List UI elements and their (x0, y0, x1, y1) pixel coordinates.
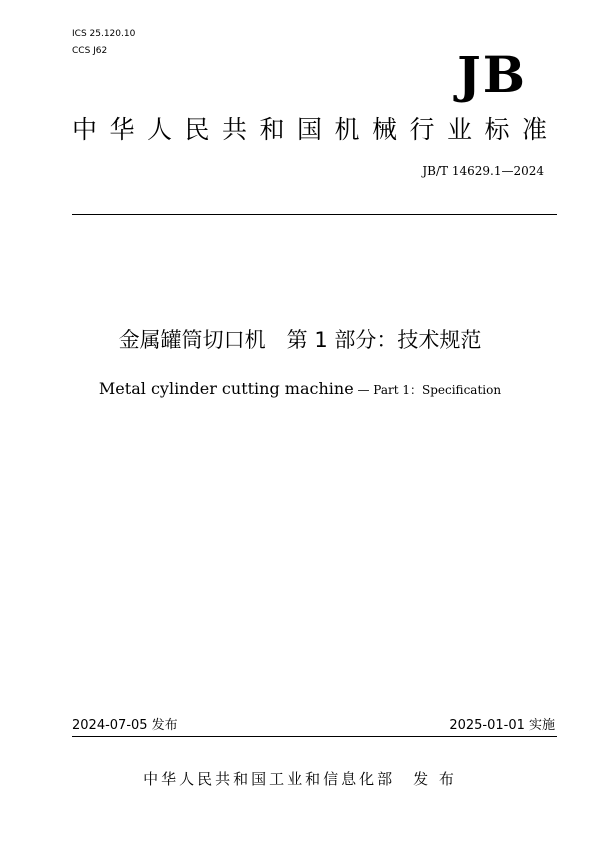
ccs-code: CCS J62 (72, 46, 108, 56)
bottom-divider (72, 736, 557, 737)
top-divider (72, 214, 557, 215)
english-title-part: — Part 1：Specification (353, 383, 502, 397)
ics-code: ICS 25.120.10 (72, 29, 136, 39)
standard-number: JB/T 14629.1—2024 (422, 164, 544, 178)
document-title-english (0, 381, 600, 397)
document-title-chinese: 金属罐筒切口机 第 1 部分：技术规范 (118, 328, 482, 352)
english-title-main: Metal cylinder cutting machine (98, 379, 354, 398)
jb-logo: JB (457, 45, 527, 104)
standard-category: 中华人民共和国机械行业标准 (72, 115, 560, 144)
implementation-date: 2025-01-01 实施 (449, 718, 555, 733)
publisher: 中华人民共和国工业和信息化部 发 布 (143, 770, 457, 788)
issue-date: 2024-07-05 发布 (72, 718, 178, 733)
